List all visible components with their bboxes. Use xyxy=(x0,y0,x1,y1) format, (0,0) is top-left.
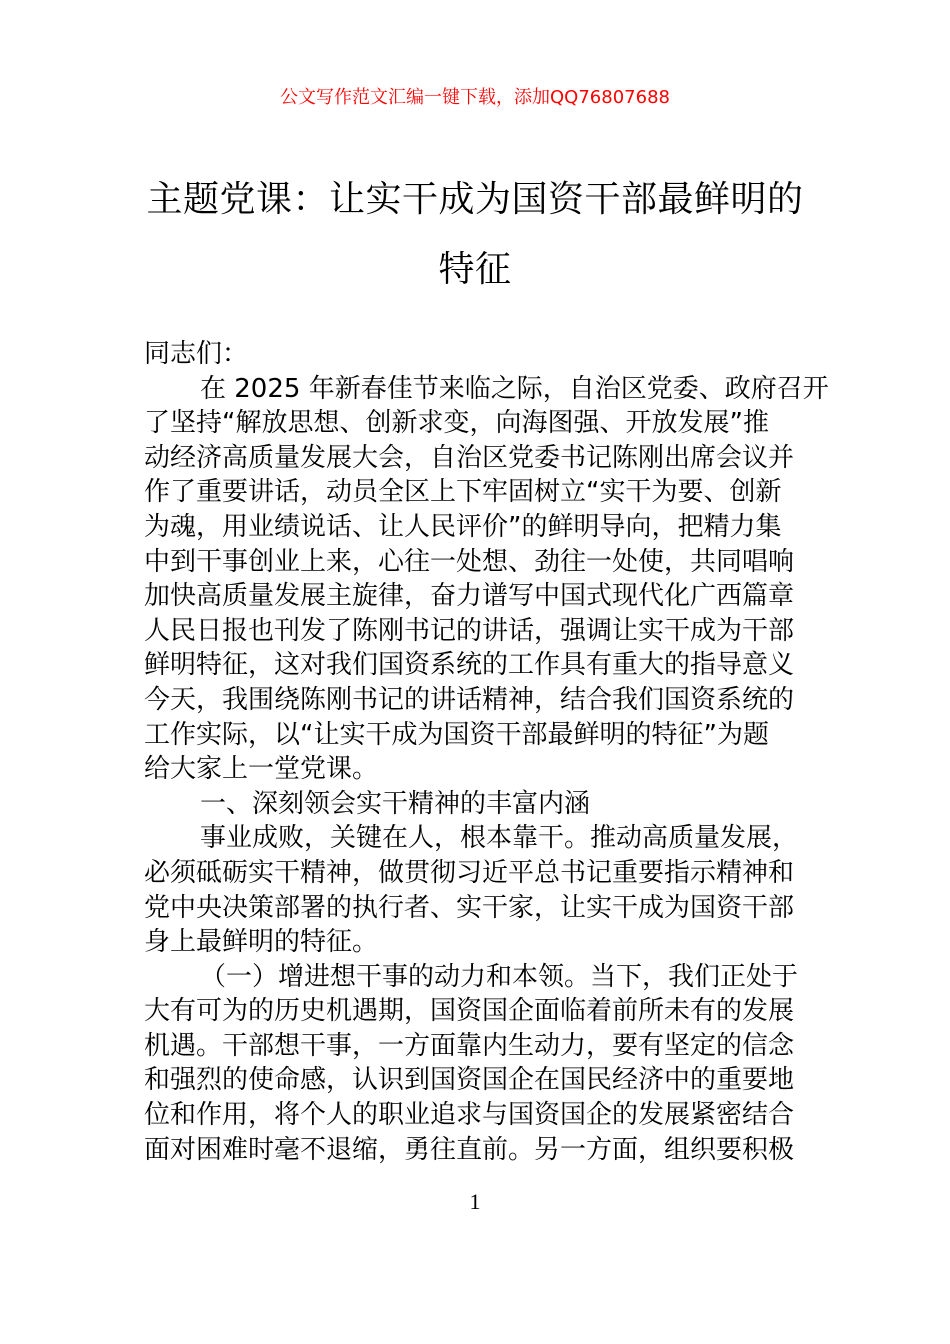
paragraph-line: 在 2025 年新春佳节来临之际，自治区党委、政府召开 xyxy=(200,373,829,404)
title-line: 主题党课：让实干成为国资干部最鲜明的 xyxy=(146,179,804,220)
paragraph-line: 机遇。干部想干事，一方面靠内生动力，要有坚定的信念 xyxy=(144,1030,795,1061)
paragraph-line: 加快高质量发展主旋律，奋力谱写中国式现代化广西篇章 xyxy=(144,581,795,612)
paragraph-line: 工作实际，以“让实干成为国资干部最鲜明的特征”为题 xyxy=(144,719,769,750)
paragraph-line: 人民日报也刊发了陈刚书记的讲话，强调让实干成为干部 xyxy=(144,615,795,646)
paragraph-line: 和强烈的使命感，认识到国资国企在国民经济中的重要地 xyxy=(144,1065,795,1096)
paragraph-line: 作了重要讲话，动员全区上下牢固树立“实干为要、创新 xyxy=(144,477,782,508)
download-banner: 公文写作范文汇编一键下载，添加QQ76807688 xyxy=(280,87,670,108)
page-number: 1 xyxy=(469,1189,481,1214)
paragraph-line: （一）增进想干事的动力和本领。当下，我们正处于 xyxy=(200,961,799,992)
paragraph-line: 大有可为的历史机遇期，国资国企面临着前所未有的发展 xyxy=(144,996,795,1027)
paragraph-line: 必须砥砺实干精神，做贯彻习近平总书记重要指示精神和 xyxy=(144,857,795,888)
paragraph-line: 动经济高质量发展大会，自治区党委书记陈刚出席会议并 xyxy=(144,442,795,473)
paragraph-line: 党中央决策部署的执行者、实干家，让实干成为国资干部 xyxy=(144,892,795,923)
paragraph-line: 面对困难时毫不退缩，勇往直前。另一方面，组织要积极 xyxy=(144,1134,795,1165)
paragraph-line: 为魂，用业绩说话、让人民评价”的鲜明导向，把精力集 xyxy=(144,511,782,542)
paragraph-line: 位和作用，将个人的职业追求与国资国企的发展紧密结合 xyxy=(144,1100,795,1131)
paragraph-line: 事业成败，关键在人，根本靠干。推动高质量发展， xyxy=(200,823,799,854)
paragraph-line: 同志们： xyxy=(144,339,249,369)
paragraph-line: 给大家上一堂党课。 xyxy=(144,754,379,785)
paragraph-line: 身上最鲜明的特征。 xyxy=(144,927,379,958)
paragraph-line: 了坚持“解放思想、创新求变，向海图强、开放发展”推 xyxy=(144,408,769,439)
paragraph-line: 鲜明特征，这对我们国资系统的工作具有重大的指导意义 xyxy=(144,650,795,681)
paragraph-line: 中到干事创业上来，心往一处想、劲往一处使，共同唱响 xyxy=(144,546,795,577)
paragraph-line: 今天，我围绕陈刚书记的讲话精神，结合我们国资系统的 xyxy=(144,684,795,715)
document-body xyxy=(144,337,829,1167)
paragraph-line: 一、深刻领会实干精神的丰富内涵 xyxy=(200,788,591,819)
document-title xyxy=(100,165,850,305)
title-line: 特征 xyxy=(438,249,512,290)
